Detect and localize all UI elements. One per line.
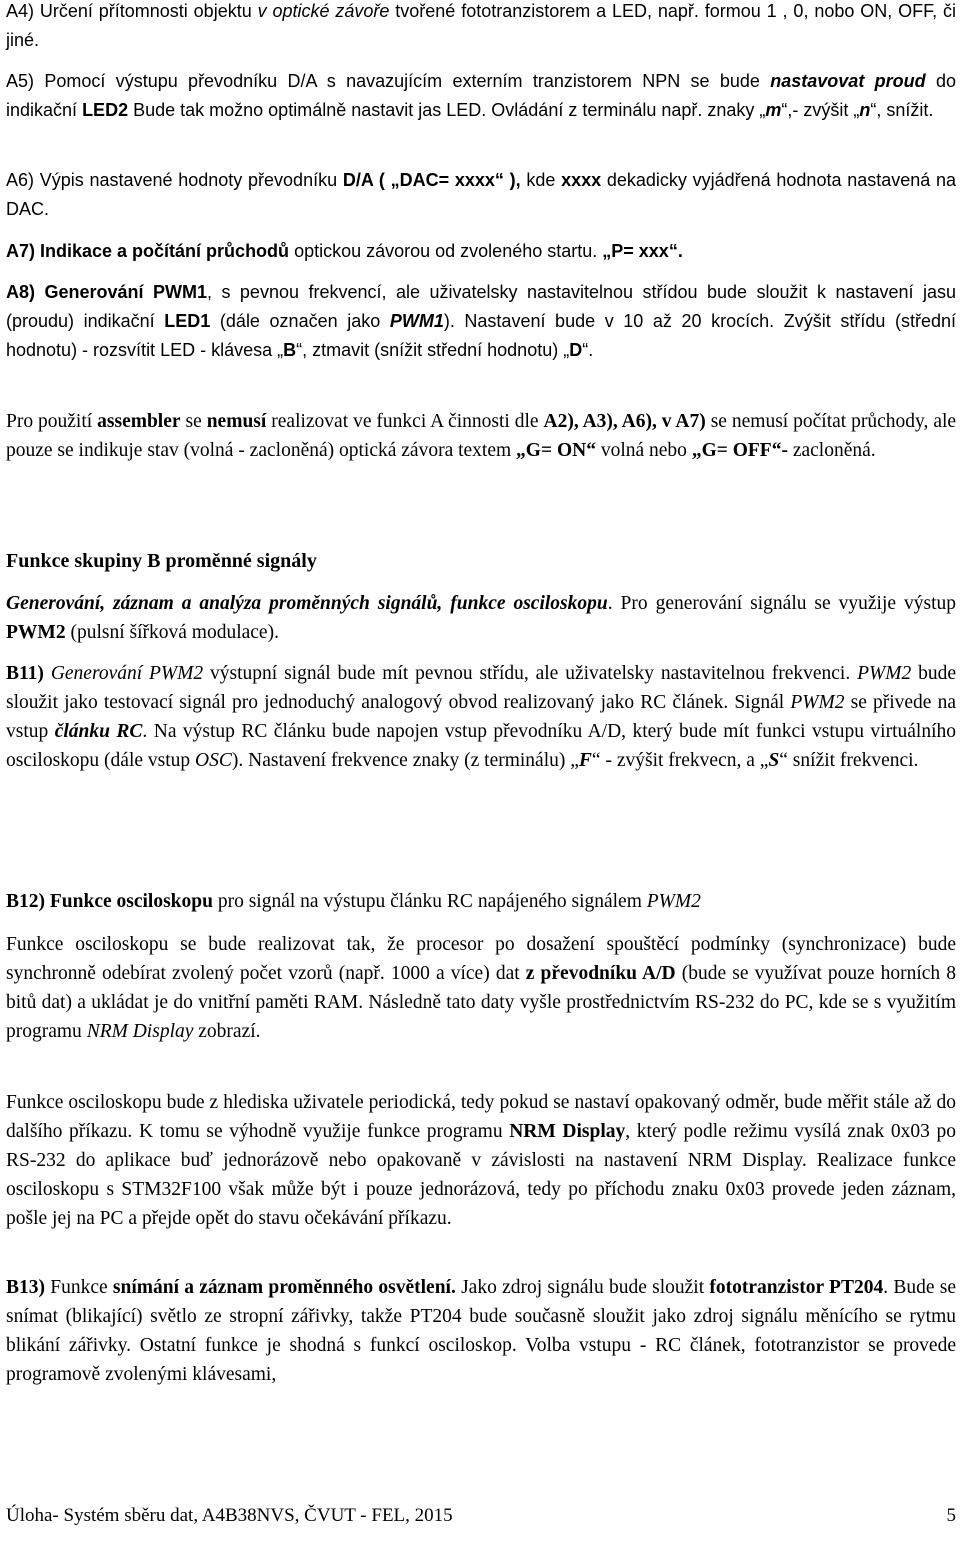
a7-text-1: A7) Indikace a počítání průchodů	[6, 241, 290, 261]
b11-text-12: F	[578, 750, 592, 771]
note-text-1: Pro použití	[6, 411, 93, 432]
b11-text-15: “ snížit frekvenci.	[779, 750, 919, 771]
page-footer	[6, 1505, 956, 1527]
b12-text-1: B12) Funkce osciloskopu	[6, 891, 213, 912]
a8-text-4: (dále označen jako	[219, 311, 381, 331]
b13-text-2: Funkce	[50, 1277, 108, 1298]
note-text-10: „G= OFF“-	[691, 440, 788, 461]
note-text-7: se nemusí počítat průchody, ale pouze se indikuje stav (volná - zacloněná) optická závora textem	[6, 411, 957, 461]
a6-text-1: A6) Výpis nastavené hodnoty převodníku	[6, 170, 338, 190]
a5-text-8: n	[859, 100, 871, 120]
b13-text-3: snímání a záznam proměnného osvětlení.	[112, 1277, 456, 1298]
b11-text-9: . Na výstup RC článku bude napojen vstup převodníku A/D, který bude mít funkci vstupu virtuálního osciloskopu (dále vstup	[6, 721, 956, 771]
a8-text-7: B	[283, 340, 297, 360]
a6-text-4: xxxx	[561, 170, 602, 190]
paragraph-b12-title	[6, 887, 956, 916]
paragraph-b12-periodic	[6, 1088, 956, 1233]
groupb-text-3: PWM2	[6, 622, 66, 643]
a8-text-5: PWM1	[389, 311, 444, 331]
a8-text-10: “.	[582, 340, 594, 360]
b11-text-7: se přivede na vstup	[6, 692, 957, 742]
a5-text-4: LED2	[82, 100, 129, 120]
b13-text-5: fototranzistor PT204	[709, 1277, 884, 1298]
a5-text-9: “, snížit.	[870, 100, 934, 120]
a4-text-2: v optické závoře	[257, 1, 390, 21]
paragraph-b11	[6, 659, 956, 775]
b11-text-13: “ - zvýšit frekvecn, a „	[591, 750, 769, 771]
b12a-text-4: NRM Display	[86, 1021, 194, 1042]
a8-text-6: ). Nastavení bude v 10 až 20 krocích. Zvýšit střídu (střední hodnotu) - rozsvítit LED - klávesa „	[6, 311, 956, 360]
a5-text-3: do indikační	[6, 71, 956, 120]
a5-text-6: m	[765, 100, 782, 120]
b11-text-4: PWM2	[857, 663, 912, 684]
a4-text-1: A4) Určení přítomnosti objektu	[6, 1, 252, 21]
a6-text-3: kde	[526, 170, 556, 190]
b13-text-6: . Bude se snímat (blikající) světlo ze stropní zářivky, takže PT204 bude současně sloužit jako zdroj signálu měnícího se rytmu blikání zářivky. Ostatní funkce je shodná s funkcí osciloskop. Volba vstupu - RC článek, fototranzistor se provede programově zvolenými klávesami,	[6, 1277, 957, 1385]
b12a-text-3: (bude se využívat pouze horních 8 bitů dat) a ukládat je do vnitřní paměti RAM. Následně tato daty vyšle prostřednictvím RS-232 do PC, kde se s využitím programu	[6, 963, 957, 1042]
note-text-5: realizovat ve funkci A činnosti dle	[271, 411, 539, 432]
paragraph-a8	[6, 278, 956, 365]
a5-text-7: “,- zvýšit „	[781, 100, 860, 120]
a7-text-3: „P= xxx“.	[602, 241, 683, 261]
a6-text-2: D/A ( „DAC= xxxx“ ),	[342, 170, 521, 190]
groupb-text-2: . Pro generování signálu se využije výstup	[607, 593, 956, 614]
paragraph-a6	[6, 166, 956, 224]
b12b-text-1: Funkce osciloskopu bude z hlediska uživatele periodická, tedy pokud se nastaví opakovaný odměr, bude měřit stále až do dalšího příkazu. K tomu se výhodně využije funkce programu	[6, 1092, 956, 1142]
paragraph-b12-detail	[6, 930, 956, 1046]
note-text-3: se	[185, 411, 202, 432]
b12b-text-3: , který podle režimu vysílá znak 0x03 po RS-232 do aplikace buď jednorázově nebo opakovaně v závislosti na nastavení NRM Display. Realizace funkce osciloskopu s STM32F100 však může být i pouze jednorázová, tedy po příchodu znaku 0x03 provede jeden záznam, pošle jej na PC a přejde opět do stavu očekávání příkazu.	[6, 1121, 957, 1229]
note-text-8: „G= ON“	[516, 440, 596, 461]
paragraph-a5	[6, 67, 956, 125]
a8-text-8: “, ztmavit (snížit střední hodnotu) „	[296, 340, 570, 360]
paragraph-a4	[6, 0, 956, 55]
groupb-text-1: Generování, záznam a analýza proměnných signálů, funkce osciloskopu	[6, 593, 608, 614]
b12a-text-2: z převodníku A/D	[525, 963, 676, 984]
a7-text-2: optickou závorou od zvoleného startu.	[294, 241, 598, 261]
a8-text-9: D	[569, 340, 583, 360]
paragraph-b13	[6, 1273, 956, 1389]
note-text-4: nemusí	[206, 411, 267, 432]
b11-text-10: OSC	[195, 750, 232, 771]
footer-text: Úloha- Systém sběru dat, A4B38NVS, ČVUT - FEL, 2015	[6, 1505, 453, 1526]
note-text-6: A2), A3), A6), v A7)	[543, 411, 706, 432]
b11-text-8: článku RC	[54, 721, 143, 742]
a5-text-5: Bude tak možno optimálně nastavit jas LED. Ovládání z terminálu např. znaky „	[133, 100, 766, 120]
paragraph-assembler-note	[6, 407, 956, 465]
b11-text-2: Generování PWM2	[50, 663, 204, 684]
b11-text-6: PWM2	[790, 692, 845, 713]
b11-text-5: bude sloužit jako testovací signál pro jednoduchý analogový obvod realizovaný jako RC článek. Signál	[6, 663, 957, 713]
note-text-11: zacloněná.	[792, 440, 876, 461]
a8-text-1: A8) Generování PWM1	[6, 282, 207, 302]
a8-text-2: , s pevnou frekvencí, ale uživatelsky nastavitelnou střídou bude sloužit k nastavení jasu (proudu) indikační	[6, 282, 956, 331]
paragraph-group-b-intro	[6, 589, 956, 647]
b11-text-1: B11)	[6, 663, 44, 684]
b12a-text-1: Funkce osciloskopu se bude realizovat tak, že procesor po dosažení spouštěcí podmínky (synchronizace) bude synchronně odebírat zvolený počet vzorů (např. 1000 a více) dat	[6, 934, 956, 984]
b12-text-3: PWM2	[646, 891, 701, 912]
b11-text-14: S	[768, 750, 780, 771]
a5-text-1: A5) Pomocí výstupu převodníku D/A s navazujícím externím tranzistorem NPN se bude	[6, 71, 760, 91]
a5-text-2: nastavovat proud	[770, 71, 926, 91]
a4-text-3: tvořené fototranzistorem a LED, např. formou 1 , 0, nobo ON, OFF, či jiné.	[6, 1, 956, 50]
groupb-text-4: (pulsní šířková modulace).	[70, 622, 279, 643]
b12a-text-5: zobrazí.	[198, 1021, 261, 1042]
b12b-text-2: NRM Display	[509, 1121, 626, 1142]
paragraph-a7	[6, 237, 956, 266]
b11-text-11: ). Nastavení frekvence znaky (z terminálu) „	[231, 750, 579, 771]
b12-text-2: pro signál na výstupu článku RC napájeného signálem	[217, 891, 642, 912]
b11-text-3: výstupní signál bude mít pevnou střídu, ale uživatelsky nastavitelnou frekvenci.	[210, 663, 851, 684]
a6-text-5: dekadicky vyjádřená hodnota nastavená na DAC.	[6, 170, 956, 219]
b13-text-1: B13)	[6, 1277, 45, 1298]
a8-text-3: LED1	[164, 311, 211, 331]
page-number: 5	[946, 1505, 956, 1526]
note-text-2: assembler	[97, 411, 181, 432]
b13-text-4: Jako zdroj signálu bude sloužit	[461, 1277, 705, 1298]
note-text-9: volná nebo	[600, 440, 687, 461]
section-heading-group-b: Funkce skupiny B proměnné signály	[6, 550, 317, 572]
